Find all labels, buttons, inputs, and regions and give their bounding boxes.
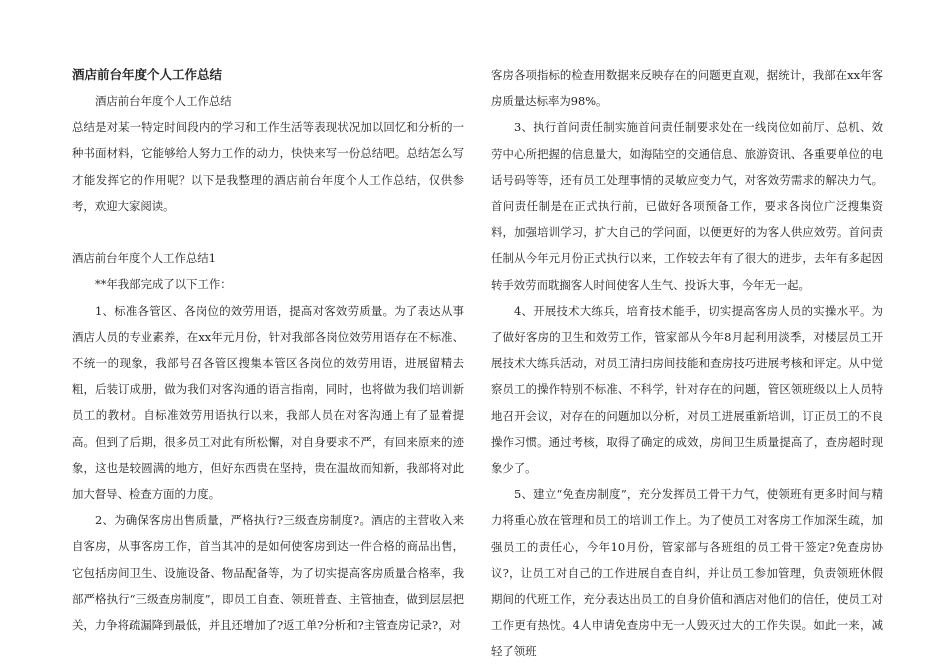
paragraph: 1、标准各管区、各岗位的效劳用语，提高对客效劳质量。为了表达从事酒店人员的专业素养，在xx年元月份，针对我部各岗位效劳用语存在不标准、不统一的现象，我部号召各管区搜集本管区各岗位的效劳用语，进展留精去粗，后装订成册，做为我们对客沟通的语言指南，同时，也将做为我们培训新员工的教材。自标准效劳用语执行以来，我部人员在对客沟通上有了显着提高。但到了后期，很多员工对此有所松懈，对自身要求不严，有回来原来的迹象，这也是较圆满的地方，但好东西贵在坚持，贵在温故而知新，我部将对此加大督导、检查方面的力度。 (72, 303, 464, 502)
subtitle: 酒店前台年度个人工作总结 (95, 94, 232, 108)
section-heading: 酒店前台年度个人工作总结1 (72, 251, 216, 266)
intro-paragraph: 总结是对某一特定时间段内的学习和工作生活等表现状况加以回忆和分析的一种书面材料，它能够给人努力工作的动力，快快来写一份总结吧。总结怎么写才能发挥它的作用呢？以下是我整理的酒店前台年度个人工作总结，仅供参考，欢迎大家阅读。 (72, 120, 464, 213)
left-column (72, 62, 464, 638)
paragraph: **年我部完成了以下工作： (95, 277, 232, 292)
paragraph: 3、执行首问责任制实施首问责任制要求处在一线岗位如前厅、总机、效劳中心所把握的信息量大，如海陆空的交通信息、旅游资讯、各重要单位的电话号码等等，还有员工处理事情的灵敏应变力气，对客效劳需求的解决力气。首问责任制是在正式执行前，已做好各项预备工作，要求各岗位广泛搜集资料，加强培训学习，扩大自己的学问面，以便更好的为客人供应效劳。首问责任制从今年元月份正式执行以来，工作较去年有了很大的进步，去年有多起因转手效劳而耽搁客人时间使客人生气、投诉大事，今年无一起。 (491, 120, 883, 292)
blank-line (72, 219, 464, 245)
right-column (491, 62, 883, 665)
paragraph: 客房各项指标的检查用数据来反映存在的问题更直观，据统计，我部在xx年客房质量达标率为98%。 (491, 68, 883, 109)
paragraph: 2、为确保客房出售质量，严格执行?三级查房制度?。酒店的主营收入来自客房，从事客房工作，首当其冲的是如何使客房到达一件合格的商品出售，它包括房间卫生、设施设备、物品配备等，为了切实提高客房质量合格率，我部严格执行“三级查房制度”，即员工自查、领班普查、主管抽查，做到层层把关，力争将疏漏降到最低，并且还增加了?返工单?分析和?主管查房记录?，对 (72, 513, 464, 633)
paragraph: 5、建立“免查房制度”，充分发挥员工骨干力气，使领班有更多时间与精力将重心放在管理和员工的培训工作上。为了使员工对客房工作加深生疏，加强员工的责任心，今年10月份，管家部与各班组的员工骨干签定?免查房协议?，让员工对自己的工作进展自查自纠，并让员工参加管理，负责领班休假期间的代班工作，充分表达出员工的自身价值和酒店对他们的信任，使员工对工作更有热忱。4人申请免查房中无一人毁灭过大的工作失误。如此一来，减轻了领班 (491, 487, 883, 659)
paragraph: 4、开展技术大练兵，培育技术能手，切实提高客房人员的实操水平。为了做好客房的卫生和效劳工作，管家部从今年8月起利用淡季，对楼层员工开展技术大练兵活动，对员工清扫房间技能和查房技巧进展考核和评定。从中觉察员工的操作特别不标准、不科学，针对存在的问题，管区领班级以上人员特地召开会议，对存在的问题加以分析，对员工进展重新培训，订正员工的不良操作习惯。通过考核，取得了确定的成效，房间卫生质量提高了，查房超时现象少了。 (491, 303, 883, 476)
document-title: 酒店前台年度个人工作总结 (72, 67, 223, 82)
